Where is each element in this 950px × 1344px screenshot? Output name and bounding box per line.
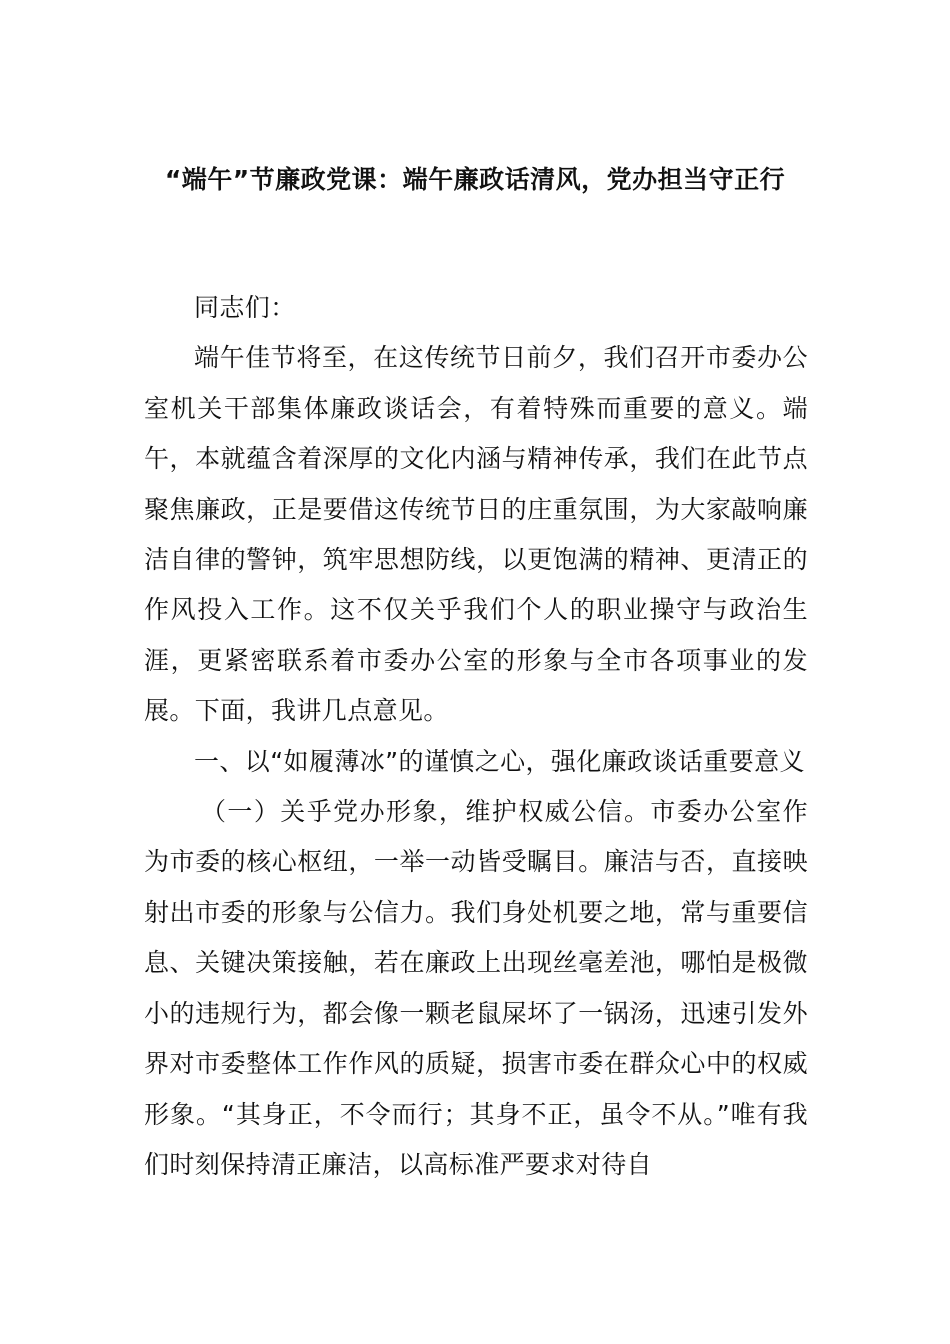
document-body <box>144 283 808 1190</box>
subsection-paragraph: （一）关乎党办形象，维护权威公信。市委办公室作为市委的核心枢纽，一举一动皆受瞩目。廉洁与否，直接映射出市委的形象与公信力。我们身处机要之地，常与重要信息、关键决策接触，若在廉政上出现丝毫差池，哪怕是极微小的违规行为，都会像一颗老鼠屎坏了一锅汤，迅速引发外界对市委整体工作作风的质疑，损害市委在群众心中的权威形象。“其身正，不令而行；其身不正，虽令不从。”唯有我们时刻保持清正廉洁，以高标准严要求对待自 <box>144 797 808 1179</box>
intro-paragraph: 端午佳节将至，在这传统节日前夕，我们召开市委办公室机关干部集体廉政谈话会，有着特殊而重要的意义。端午，本就蕴含着深厚的文化内涵与精神传承，我们在此节点聚焦廉政，正是要借这传统节日的庄重氛围，为大家敲响廉洁自律的警钟，筑牢思想防线，以更饱满的精神、更清正的作风投入工作。这不仅关乎我们个人的职业操守与政治生涯，更紧密联系着市委办公室的形象与全市各项事业的发展。下面，我讲几点意见。 <box>144 343 808 726</box>
salutation: 同志们： <box>194 293 296 322</box>
section-heading: 一、以“如履薄冰”的谨慎之心，强化廉政谈话重要意义 <box>194 746 805 776</box>
document-title: “端午”节廉政党课：端午廉政话清风，党办担当守正行 <box>164 165 786 194</box>
